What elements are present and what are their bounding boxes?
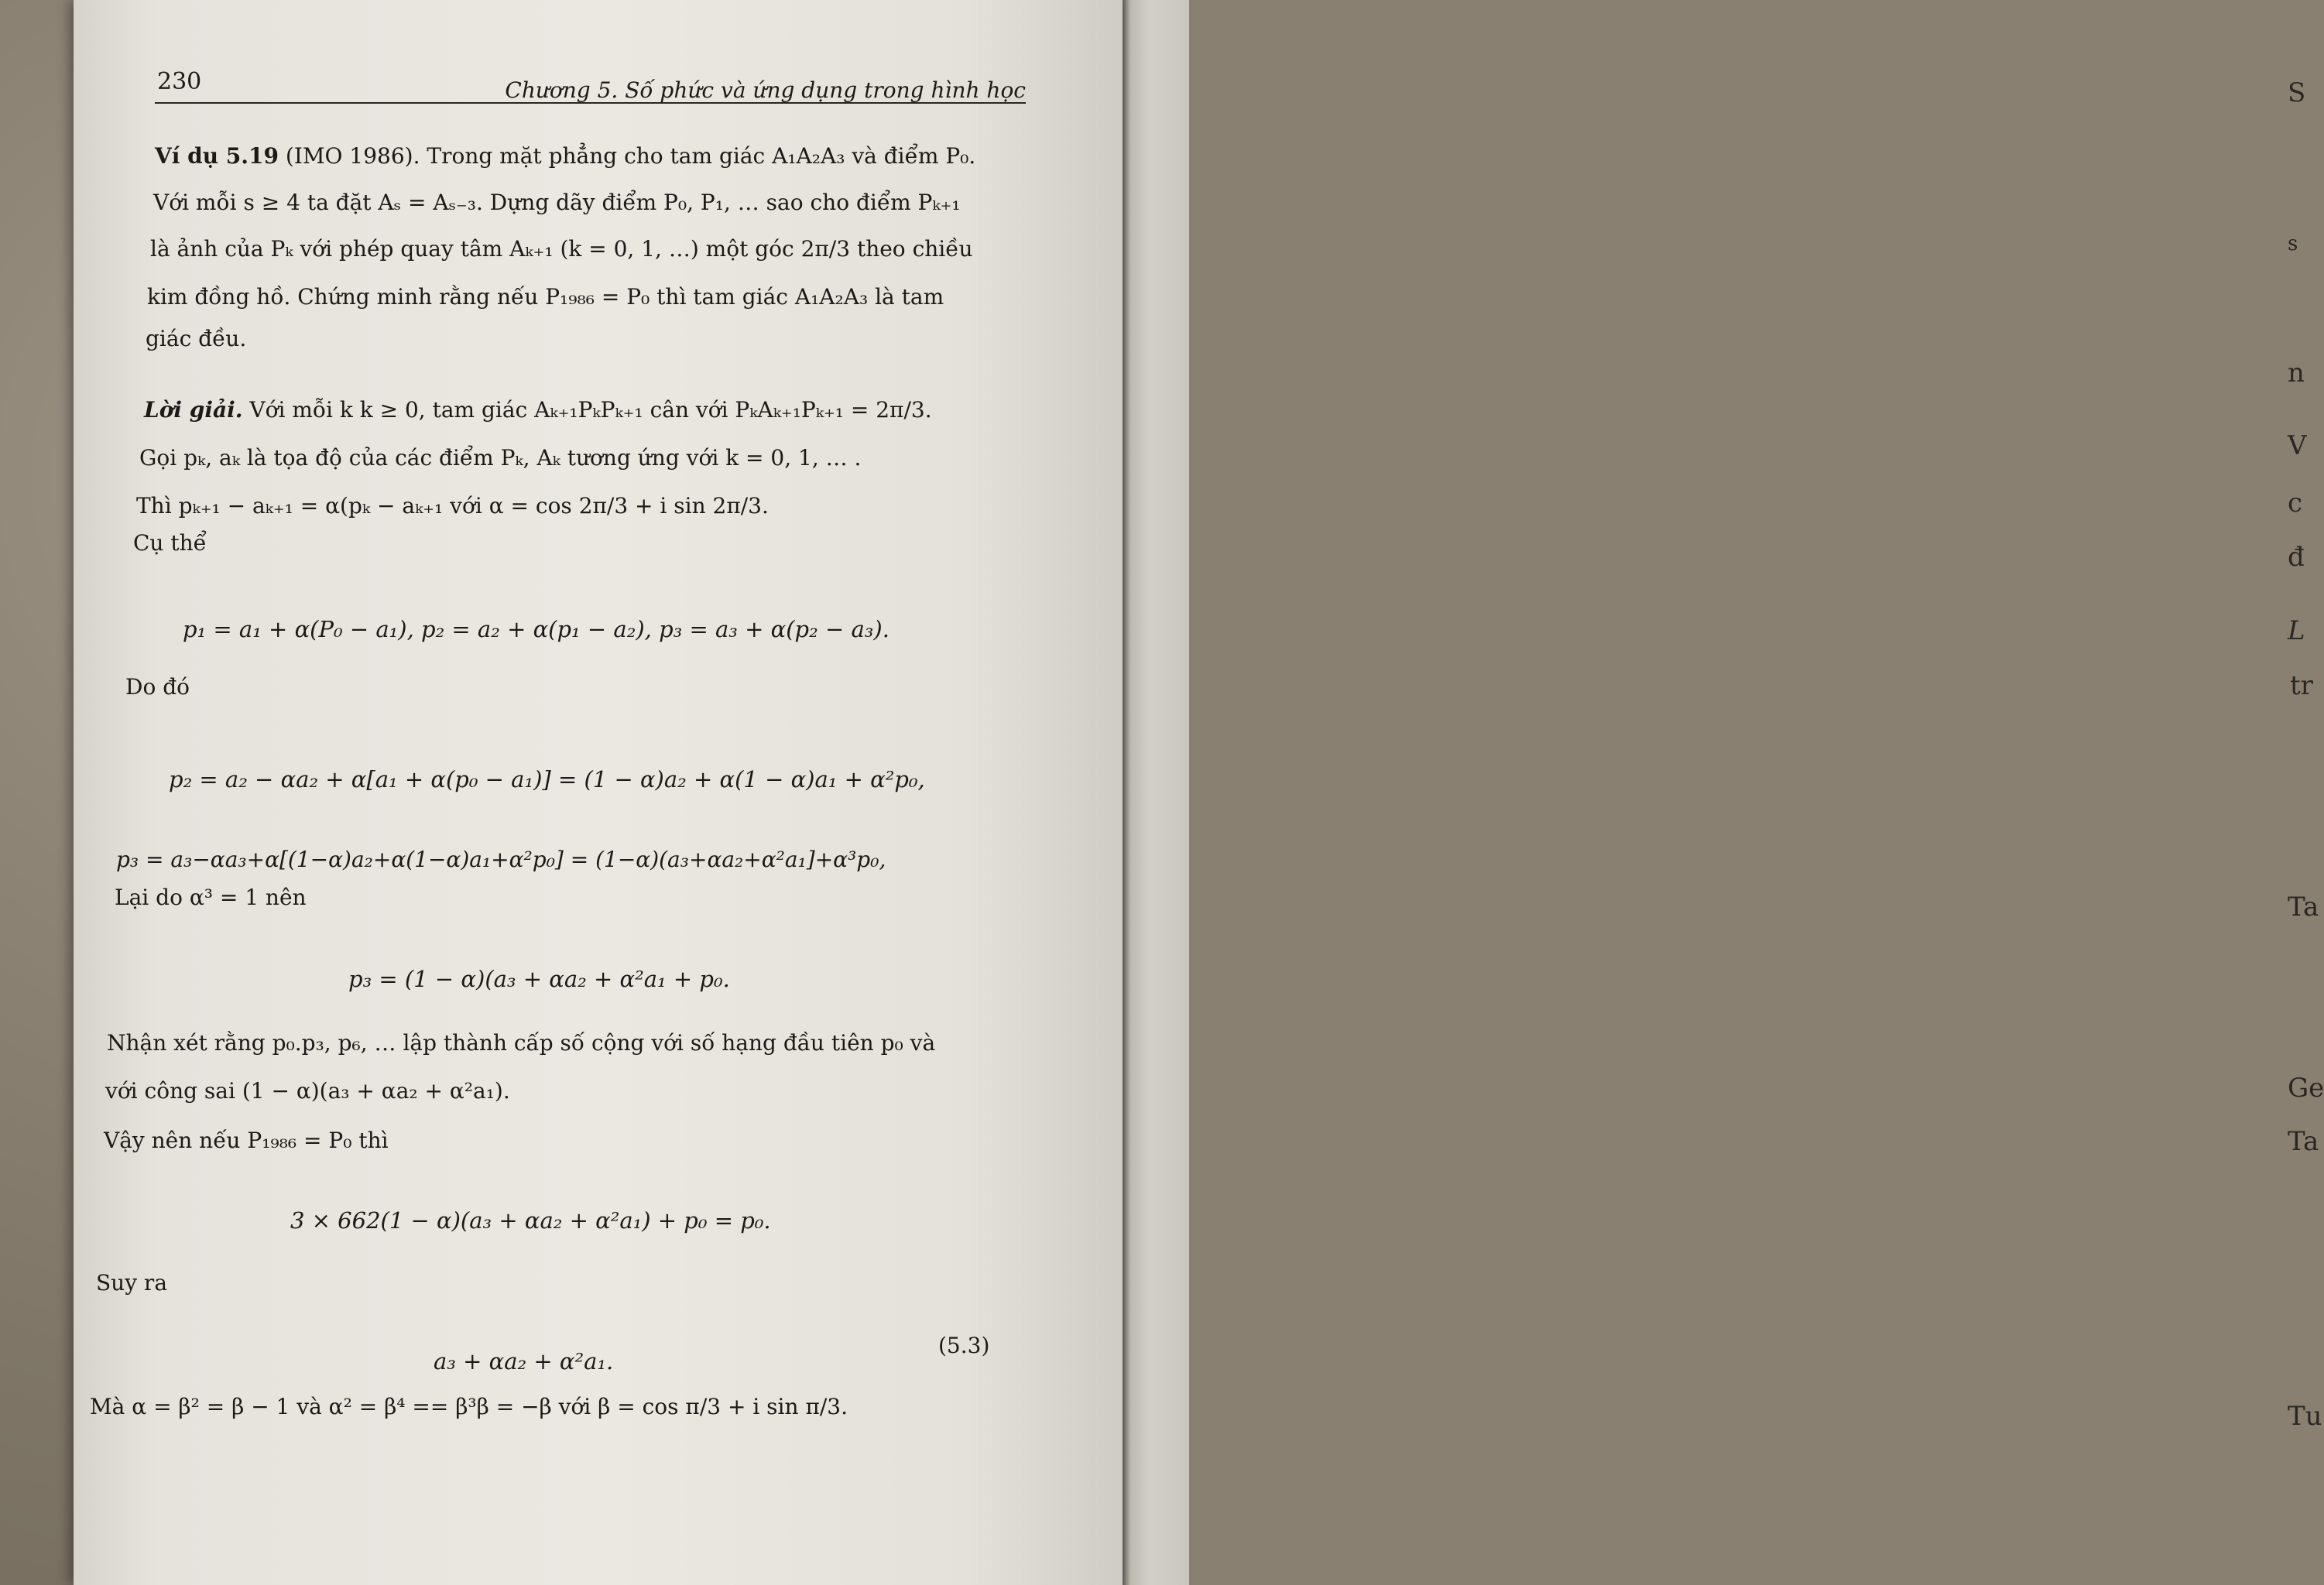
equation-number: (5.3)	[938, 1333, 990, 1358]
edge-letter: tr	[2290, 670, 2313, 701]
solution-label: Lời giải.	[144, 397, 243, 423]
equation-p3-expanded: p₃ = a₃−αa₃+α[(1−α)a₂+α(1−α)a₁+α²p₀] = (1−α)(a₃+αa₂+α²a₁]+α³p₀,	[116, 847, 886, 872]
next-page-edge	[1123, 0, 2324, 1585]
edge-letter: c	[2288, 488, 2303, 519]
edge-letter: L	[2288, 615, 2305, 646]
edge-letter: n	[2288, 358, 2305, 389]
example-source: (IMO 1986).	[285, 143, 420, 169]
example-line: giác đều.	[146, 326, 247, 351]
edge-letter: Ta	[2288, 892, 2319, 923]
solution-line: Thì pₖ₊₁ − aₖ₊₁ = α(pₖ − aₖ₊₁ với α = cos 2π/3 + i sin 2π/3.	[136, 493, 769, 519]
solution-line: Cụ thể	[133, 530, 207, 556]
remark-line: với công sai (1 − α)(a₃ + αa₂ + α²a₁).	[105, 1078, 510, 1104]
edge-letter: V	[2288, 430, 2307, 461]
do-do-text: Do đó	[125, 674, 190, 700]
running-title: Chương 5. Số phức và ứng dụng trong hình học	[505, 77, 1026, 103]
edge-letter: s	[2288, 232, 2298, 255]
example-label: Ví dụ 5.19	[155, 143, 279, 169]
solution-line: Với mỗi k k ≥ 0, tam giác Aₖ₊₁PₖPₖ₊₁ cân với PₖAₖ₊₁Pₖ₊₁ = 2π/3.	[249, 397, 932, 423]
equation-p1-p2-p3: p₁ = a₁ + α(P₀ − a₁), p₂ = a₂ + α(p₁ − a₂), p₃ = a₃ + α(p₂ − a₃).	[183, 616, 889, 642]
page-header	[155, 68, 1026, 104]
page-number: 230	[157, 68, 202, 95]
example-line: kim đồng hồ. Chứng minh rằng nếu P₁₉₈₆ = P₀ thì tam giác A₁A₂A₃ là tam	[147, 284, 944, 310]
equation-p3-simplified: p₃ = (1 − α)(a₃ + αa₂ + α²a₁ + p₀.	[348, 966, 730, 992]
final-line: Mà α = β² = β − 1 và α² = β⁴ == β³β = −β với β = cos π/3 + i sin π/3.	[90, 1394, 848, 1419]
edge-letter: Ge	[2288, 1073, 2324, 1104]
equation-sum-662: 3 × 662(1 − α)(a₃ + αa₂ + α²a₁) + p₀ = p₀.	[290, 1207, 771, 1234]
solution-line: Gọi pₖ, aₖ là tọa độ của các điểm Pₖ, Aₖ tương ứng với k = 0, 1, … .	[139, 445, 862, 471]
edge-letter: đ	[2288, 542, 2305, 573]
edge-letter: Ta	[2288, 1126, 2319, 1157]
suy-ra-text: Suy ra	[96, 1270, 168, 1296]
example-line: Với mỗi s ≥ 4 ta đặt Aₛ = Aₛ₋₃. Dựng dãy điểm P₀, P₁, … sao cho điểm Pₖ₊₁	[153, 190, 961, 215]
edge-letter: S	[2288, 77, 2306, 108]
remark-line: Vậy nên nếu P₁₉₈₆ = P₀ thì	[104, 1128, 389, 1153]
example-line: là ảnh của Pₖ với phép quay tâm Aₖ₊₁ (k = 0, 1, …) một góc 2π/3 theo chiều	[150, 236, 973, 262]
example-line: Trong mặt phẳng cho tam giác A₁A₂A₃ và điểm P₀.	[427, 143, 976, 169]
lai-do-text: Lại do α³ = 1 nên	[115, 885, 307, 910]
remark-line: Nhận xét rằng p₀.p₃, p₆, … lập thành cấp số cộng với số hạng đầu tiên p₀ và	[107, 1030, 936, 1056]
equation-5-3: a₃ + αa₂ + α²a₁.	[434, 1348, 614, 1374]
equation-p2-expanded: p₂ = a₂ − αa₂ + α[a₁ + α(p₀ − a₁)] = (1 − α)a₂ + α(1 − α)a₁ + α²p₀,	[169, 766, 925, 792]
edge-letter: Tu	[2288, 1401, 2322, 1432]
